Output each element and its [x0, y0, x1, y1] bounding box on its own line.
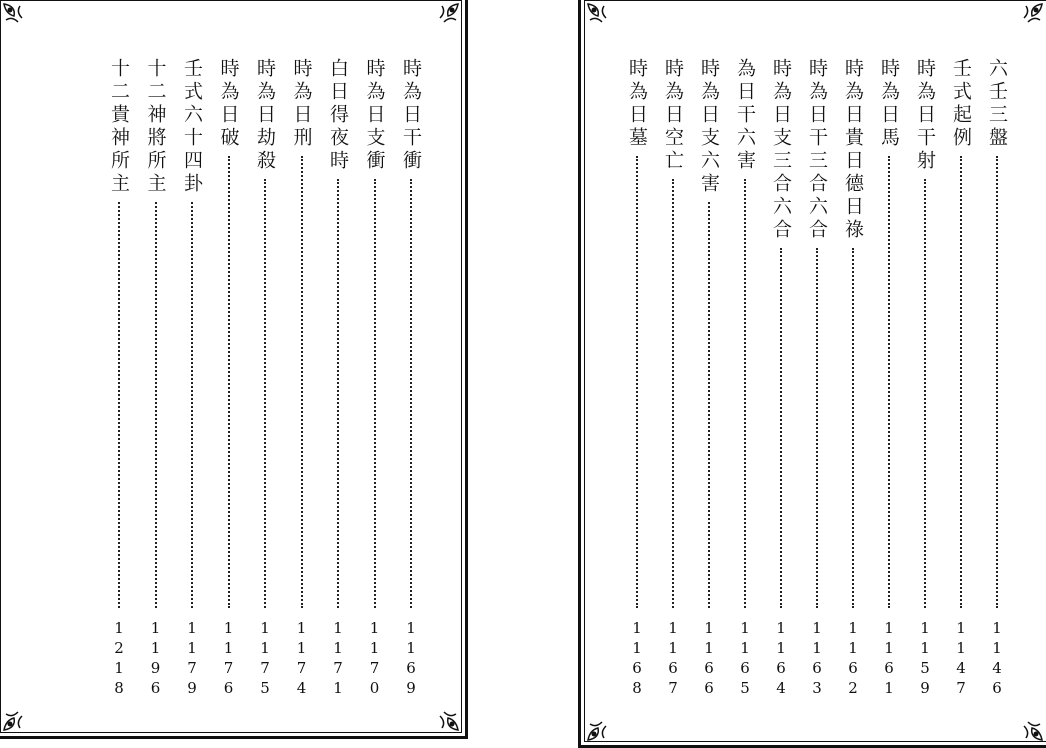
right-page: [572, 0, 1046, 748]
dot-leader: [410, 179, 412, 608]
ornament-top-left: [2, 2, 30, 30]
toc-entry[interactable]: [658, 58, 688, 708]
toc-entry[interactable]: [802, 58, 832, 708]
dot-leader: [924, 179, 926, 608]
ornament-top-right: [1016, 2, 1044, 30]
dot-leader: [155, 202, 157, 608]
ornament-bottom-right: [432, 704, 460, 732]
dot-leader: [636, 156, 638, 608]
dot-leader: [816, 248, 818, 608]
toc-page-number: 1 1 7 0: [369, 619, 380, 697]
toc-entry-title: 六壬三盤: [986, 58, 1008, 150]
dot-leader: [888, 156, 890, 608]
toc-page-number: 1 1 6 1: [884, 619, 894, 697]
toc-page-number: 1 1 6 6: [704, 619, 714, 697]
dot-leader: [191, 202, 193, 608]
ornament-top-right: [432, 2, 460, 30]
toc-entry-title: 壬式起例: [950, 58, 972, 150]
toc-entry-title: 時為日支衝: [363, 58, 386, 173]
dot-leader: [301, 156, 303, 608]
toc-page-number: 1 1 5 9: [920, 619, 930, 697]
toc-entry-title: 時為日刑: [290, 58, 313, 150]
toc-entry-title: 時為日馬: [878, 58, 900, 150]
toc-page-number: 1 1 7 9: [187, 619, 197, 697]
toc-entry-title: 時為日支六害: [698, 58, 720, 196]
toc-page-number: 1 1 4 6: [992, 619, 1002, 697]
toc-page-number: 1 1 6 9: [406, 619, 416, 697]
toc-entry[interactable]: [838, 58, 868, 708]
toc-entry-title: 壬式六十四卦: [181, 58, 203, 196]
toc-entry[interactable]: [730, 58, 760, 708]
toc-entry-title: 時為日劫殺: [254, 58, 276, 173]
toc-entry[interactable]: [250, 58, 280, 708]
toc-page-number: 1 1 6 7: [668, 619, 678, 697]
toc-entry-title: 時為日空亡: [662, 58, 684, 173]
toc-entry-title: 十二貴神所主: [108, 58, 130, 196]
toc-entry-title: 時為日干射: [914, 58, 936, 173]
ornament-top-left: [586, 2, 614, 30]
dot-leader: [960, 156, 962, 608]
toc-page-number: 1 1 6 4: [776, 619, 786, 697]
toc-page-number: 1 1 6 8: [632, 619, 642, 697]
toc-entry[interactable]: [982, 58, 1012, 708]
toc-entry[interactable]: [622, 58, 652, 708]
dot-leader: [708, 202, 710, 608]
toc-entry[interactable]: [946, 58, 976, 708]
toc-page-number: 1 1 7 6: [223, 619, 234, 697]
toc-page-number: 1 1 7 1: [333, 619, 343, 697]
toc-entry[interactable]: [177, 58, 207, 708]
dot-leader: [228, 156, 230, 608]
toc-entry[interactable]: [910, 58, 940, 708]
dot-leader: [118, 202, 120, 608]
toc-entry-title: 時為日貴日德日祿: [842, 58, 864, 242]
toc-entry-title: 為日干六害: [734, 58, 756, 173]
toc-page-number: 1 1 6 2: [848, 619, 858, 697]
toc-entry-title: 時為日破: [217, 58, 240, 150]
toc-page-number: 1 1 9 6: [150, 619, 161, 697]
toc-entry[interactable]: [766, 58, 796, 708]
toc-entry-title: 時為日干衝: [400, 58, 422, 173]
toc-page-number: 1 1 7 4: [296, 619, 307, 697]
toc-entry[interactable]: [104, 58, 134, 708]
ornament-bottom-right: [1016, 714, 1044, 742]
toc-page-number: 1 1 7 5: [260, 619, 270, 697]
toc-entry-title: 時為日支三合六合: [770, 58, 792, 242]
toc-page-number: 1 2 1 8: [114, 619, 124, 697]
book-gutter: [472, 0, 572, 748]
dot-leader: [264, 179, 266, 608]
toc-entry-title: 時為日干三合六合: [806, 58, 828, 242]
toc-entry[interactable]: [694, 58, 724, 708]
toc-entry-title: 白日得夜時: [327, 58, 349, 173]
toc-entry[interactable]: [396, 58, 426, 708]
toc-page-number: 1 1 6 3: [812, 619, 822, 697]
toc-page-number: 1 1 6 5: [740, 619, 750, 697]
toc-entry-title: 十二神將所主: [144, 58, 167, 196]
toc-entry[interactable]: [214, 58, 244, 708]
toc-entry[interactable]: [874, 58, 904, 708]
toc-entry[interactable]: [323, 58, 353, 708]
dot-leader: [852, 248, 854, 608]
dot-leader: [337, 179, 339, 608]
left-page: [0, 0, 472, 748]
dot-leader: [374, 179, 376, 608]
ornament-bottom-left: [586, 714, 614, 742]
dot-leader: [996, 156, 998, 608]
ornament-bottom-left: [2, 704, 30, 732]
toc-entry[interactable]: [141, 58, 171, 708]
dot-leader: [744, 179, 746, 608]
toc-page-number: 1 1 4 7: [956, 619, 966, 697]
toc-entry[interactable]: [360, 58, 390, 708]
toc-entry[interactable]: [287, 58, 317, 708]
dot-leader: [780, 248, 782, 608]
dot-leader: [672, 179, 674, 608]
toc-entry-title: 時為日墓: [626, 58, 648, 150]
